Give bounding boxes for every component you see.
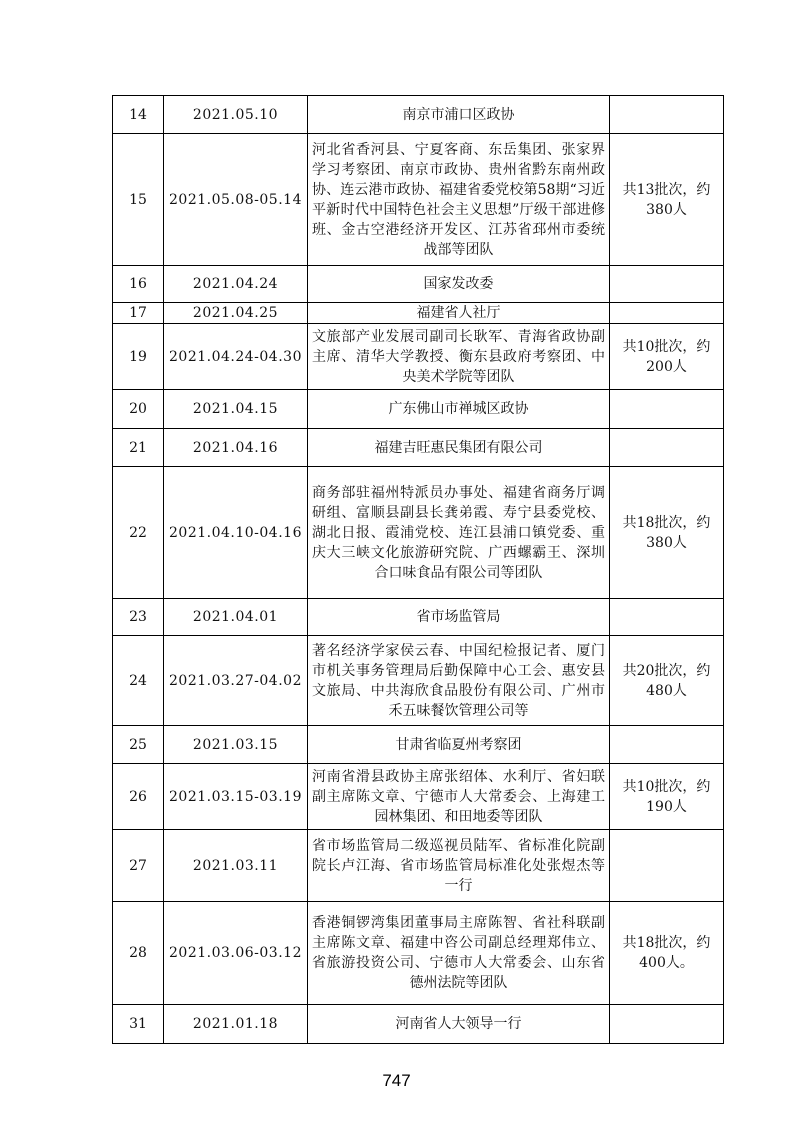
visit-count-cell: 共18批次，约380人 [610, 467, 724, 599]
visitor-description-cell: 省市场监管局二级巡视员陆军、省标准化院副院长卢江海、省市场监管局标准化处张煜杰等一行 [308, 830, 610, 902]
visit-count-cell [610, 96, 724, 134]
row-number-cell: 20 [113, 390, 164, 429]
visitor-description-cell: 福建省人社厅 [308, 303, 610, 324]
row-number-cell: 17 [113, 303, 164, 324]
visitor-description-cell: 文旅部产业发展司副司长耿军、青海省政协副主席、清华大学教授、衡东县政府考察团、中央美术学院等团队 [308, 324, 610, 390]
table-row [113, 96, 724, 134]
date-cell: 2021.04.24-04.30 [164, 324, 308, 390]
visit-count-cell [610, 303, 724, 324]
table-row [113, 390, 724, 429]
row-number-cell: 24 [113, 636, 164, 726]
table-row [113, 303, 724, 324]
visitor-description-cell: 福建吉旺惠民集团有限公司 [308, 429, 610, 467]
table-row [113, 726, 724, 764]
visitor-description-cell: 甘肃省临夏州考察团 [308, 726, 610, 764]
table-row [113, 830, 724, 902]
row-number-cell: 15 [113, 134, 164, 266]
row-number-cell: 16 [113, 266, 164, 303]
row-number-cell: 14 [113, 96, 164, 134]
visit-count-cell: 共20批次，约480人 [610, 636, 724, 726]
row-number-cell: 28 [113, 902, 164, 1005]
visitor-description-cell: 国家发改委 [308, 266, 610, 303]
visitor-description-cell: 省市场监管局 [308, 599, 610, 636]
row-number-cell: 31 [113, 1005, 164, 1044]
page-number: 747 [382, 1071, 411, 1090]
row-number-cell: 25 [113, 726, 164, 764]
date-cell: 2021.03.15-03.19 [164, 764, 308, 830]
visit-count-cell [610, 429, 724, 467]
visit-count-cell [610, 390, 724, 429]
visit-count-cell [610, 599, 724, 636]
table-row [113, 467, 724, 599]
row-number-cell: 22 [113, 467, 164, 599]
table-row [113, 266, 724, 303]
visitor-description-cell: 河北省香河县、宁夏客商、东岳集团、张家界学习考察团、南京市政协、贵州省黔东南州政协、连云港市政协、福建省委党校第58期“习近平新时代中国特色社会主义思想”厅级干部进修班、金古空港经济开发区、江苏省邳州市委统战部等团队 [308, 134, 610, 266]
table-row [113, 902, 724, 1005]
visit-count-cell [610, 830, 724, 902]
visitor-description-cell: 南京市浦口区政协 [308, 96, 610, 134]
visit-count-cell [610, 726, 724, 764]
date-cell: 2021.01.18 [164, 1005, 308, 1044]
visitor-description-cell: 商务部驻福州特派员办事处、福建省商务厅调研组、富顺县副县长龚弟霞、寿宁县委党校、湖北日报、霞浦党校、连江县浦口镇党委、重庆大三峡文化旅游研究院、广西螺霸王、深圳合口味食品有限公司等团队 [308, 467, 610, 599]
visit-count-cell: 共10批次，约200人 [610, 324, 724, 390]
table-row [113, 636, 724, 726]
table-row [113, 134, 724, 266]
visitor-description-cell: 河南省滑县政协主席张绍体、水利厅、省妇联副主席陈文章、宁德市人大常委会、上海建工园林集团、和田地委等团队 [308, 764, 610, 830]
row-number-cell: 26 [113, 764, 164, 830]
date-cell: 2021.04.16 [164, 429, 308, 467]
table-row [113, 599, 724, 636]
date-cell: 2021.04.01 [164, 599, 308, 636]
date-cell: 2021.03.27-04.02 [164, 636, 308, 726]
visitor-description-cell: 著名经济学家侯云春、中国纪检报记者、厦门市机关事务管理局后勤保障中心工会、惠安县文旅局、中共海欣食品股份有限公司、广州市禾五味餐饮管理公司等 [308, 636, 610, 726]
row-number-cell: 19 [113, 324, 164, 390]
date-cell: 2021.04.25 [164, 303, 308, 324]
visit-count-cell: 共10批次，约190人 [610, 764, 724, 830]
date-cell: 2021.03.06-03.12 [164, 902, 308, 1005]
table-body [113, 96, 724, 1044]
visit-count-cell: 共18批次，约400人。 [610, 902, 724, 1005]
date-cell: 2021.03.11 [164, 830, 308, 902]
table-row [113, 429, 724, 467]
date-cell: 2021.04.10-04.16 [164, 467, 308, 599]
visitor-description-cell: 广东佛山市禅城区政协 [308, 390, 610, 429]
table-row [113, 764, 724, 830]
visit-count-cell: 共13批次，约380人 [610, 134, 724, 266]
date-cell: 2021.05.10 [164, 96, 308, 134]
visit-count-cell [610, 266, 724, 303]
table-row [113, 1005, 724, 1044]
visitor-description-cell: 香港铜锣湾集团董事局主席陈智、省社科联副主席陈文章、福建中咨公司副总经理郑伟立、省旅游投资公司、宁德市人大常委会、山东省德州法院等团队 [308, 902, 610, 1005]
date-cell: 2021.04.24 [164, 266, 308, 303]
table-row [113, 324, 724, 390]
date-cell: 2021.04.15 [164, 390, 308, 429]
visit-records-table [112, 95, 724, 1044]
date-cell: 2021.03.15 [164, 726, 308, 764]
row-number-cell: 27 [113, 830, 164, 902]
visit-count-cell [610, 1005, 724, 1044]
row-number-cell: 21 [113, 429, 164, 467]
date-cell: 2021.05.08-05.14 [164, 134, 308, 266]
visitor-description-cell: 河南省人大领导一行 [308, 1005, 610, 1044]
row-number-cell: 23 [113, 599, 164, 636]
